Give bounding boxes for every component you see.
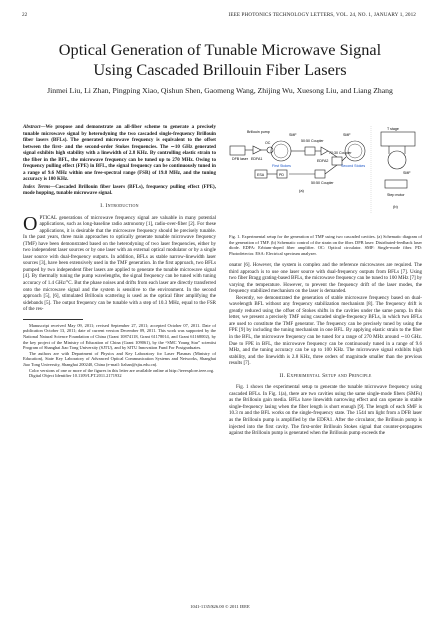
coupler-a-box [305,147,315,155]
coupler-a-label: 50:50 Coupler [301,139,324,143]
figure-1 [229,124,422,230]
step-motor-box [385,180,407,188]
intro-paragraph-1 [23,212,216,313]
edfa1-amplifier-icon [253,146,261,154]
running-head [0,12,440,22]
footnote-divider [23,319,83,320]
copyright-line: 1041-1135/$26.00 © 2011 IEEE [190,604,250,609]
pump-label: Brillouin pump [247,130,270,134]
esa-label: ESA [257,173,265,177]
index-terms-text: —Cascaded Brillouin fiber lasers (BFLs), frequency pulling effect (FPE), mode hopping, tunable microwave signal. [23,183,216,197]
first-stokes-label: First Stokes [272,164,291,168]
index-terms-lead: Index Terms [23,183,51,190]
journal-citation: IEEE PHOTONICS TECHNOLOGY LETTERS, VOL. 24, NO. 1, JANUARY 1, 2012 [228,12,416,18]
author-list: Jinmei Liu, Li Zhan, Pingping Xiao, Qishun Shen, Gaomeng Wang, Zhijing Wu, Xuesong Liu, and Liang Zhang [47,86,393,95]
left-column [23,124,216,379]
right-column [229,124,422,437]
drop-cap: O [23,212,38,235]
footnote-color: Color versions of one or more of the figures in this letter are available online at http://ieeexplore.ieee.org. [29,367,215,373]
sub-b-label: (b) [393,204,398,209]
footnote-affiliation: The authors are with Department of Physics and Key Laboratory for Laser Plasmas (Ministry of Education), State Key Laboratory of Advanced Optical Communication Systems and Networks, Shanghai Jiao Tong University, Shanghai 200240, China (e-mail: lizhan@sjtu.edu.cn). [23,350,216,367]
abstract-text: —We propose and demonstrate an all-fiber scheme to generate a precisely tunable microwave signal by heterodyning the two cascaded single-frequency Brillouin fiber lasers (BFLs). The generated microwave frequency is equivalent to the offset between the first- and the second-order Stokes frequencies. The ∼10 GHz generated signal exhibits high stability with a linewidth of 2.8 KHz. By controlling elastic strain to the fiber in the BFL, the microwave frequency can be tuned up to 270 MHz. Owing to frequency pulling effect (FPE) in BFL, the signal frequency can be continuously tuned in a range of 9.6 MHz within one free-spectral range (FSR) of 19.8 MHz, and the tuning accuracy is 100 KHz. [23,124,216,183]
smf-c-label: SMF [403,171,411,175]
dfb-label: DFB laser [232,157,248,161]
setup-paragraph-1: Fig. 1 shows the experimental setup to generate the tunable microwave frequency using cascaded BFLs. In Fig. 1(a), there are two cavities using the same single-mode fibers (SMFs) as the Brillouin gain media. BFLs have linewidth narrowing effect and can operate in stable single-frequency lasing when the fiber length is short enough [9]. The length of each SMF is 10.3 m and the BFL works on the single-frequency state. The 1544 nm light from a DFB laser as the Brillouin pump is amplified by the EDFA1. After the circulator, the Brillouin pump is injected into the first cavity. The first-order Brillouin Stokes signal that counter-propagates against the Brillouin pump is generated when the Brillouin pump exceeds the [229,384,422,437]
section-heading-introduction: I. Introduction [100,203,139,210]
setup-diagram [229,124,422,230]
edfa2-label: EDFA2 [317,159,329,163]
section-heading-setup: II. Experimental Setup and Principle [279,372,372,379]
circulator-icon [267,147,273,153]
smf-b-label: SMF [343,133,351,137]
intro-paragraph-2: Recently, we demonstrated the generation of stable microwave frequency based on dual-wavelength BFL without any frequency stabilization mechanism [8]. The frequency drift is greatly reduced using the offset of Stokes shifts in the cavities under the same pump. In this letter, we present a precisely TMF using cascaded single-frequency BFLs, in which two BFLs are used to constitute the TMF generator. The frequency can be precisely tuned by using the FPE [9] by including the tuning mechanism in one BFL. By applying elastic strain to the fiber in the BFL, the microwave frequency can be tuned for a range of 270 MHz around ∼10 GHz. Due to FPE in BFL, the microwave frequency can be continuously tuned in a range of 9.6 MHz, and the tuning accuracy can be up to 100 KHz. The microwave signal exhibits high stability, and the linewidth is 2.8 KHz, three orders of magnitude smaller than the previous results [7]. [229,294,422,367]
title-line-2: Using Cascaded Brillouin Fiber Lasers [93,60,347,79]
index-terms [23,184,216,197]
second-stokes-label: Second Stokes [341,164,366,168]
footnote-doi: Digital Object Identifier 10.1109/LPT.2011.2171932 [29,373,122,379]
paper-title [20,40,420,80]
translation-stage [381,132,415,146]
intro-paragraph-1-text: PTICAL generations of microwave frequency signal are valuable in many potential applications, such as long-baseline radio astronomy [1], radio-over-fiber [2]. For these applications, it is desirable that the microwave frequency should be precisely tunable. In the past years, three main approaches to optically generate tunable microwave frequency (TMF) have been demonstrated based on the heterodyning of two laser frequencies, either by two independent laser sources or by one laser with an external optical modulator or by a single laser source with dual-frequency outputs. In addition, BFLs as stable narrow-linewidth laser sources [3], have been extensively used in the TMF generation. In the first approach, two BFLs pumped by two independent fiber lasers are applied to generate the tunable microwave signal [4]. By thermally tuning the pump wavelengths, the signal frequency can be tuned with tuning accuracy of 1.4 GHz/°C. But the phase noises and drifts from each laser are directly transferred onto the microwave signal and the system is sensitive to the environment. In the second approach [5], [6], stimulated Brillouin scattering is used as the optical filter amplifying the sidebands [5]. The output frequency can be tunable with a step of 10.3 MHz, equal to the FSR of the res- [23,214,216,313]
edfa2-amplifier-icon [321,147,328,155]
abstract-lead: Abstract [23,124,41,130]
edfa1-label: EDFA1 [251,157,263,161]
intro-paragraph-1-continued: onator [6]. However, the system is complex and the reference microwaves are required. The third approach is to use one laser source with dual-frequency outputs from BFLs [7]. Using two fiber Bragg grating-based BFLs, the microwave frequency can be tuned to 100 MHz [7] by varying the temperature. However, to prevent the frequency drift of the laser modes, the frequency stabilized mechanism on the laser is demanded. [229,262,422,295]
coupler-c-label: 50:50 Coupler [311,181,334,185]
oc-label: OC [265,141,271,145]
figure-1-caption: Fig. 1. Experimental setup for the generation of TMF using two cascaded cavities. (a) Schematic diagram of the generation of TMF. (b) Schematic control of the strain on the fiber. DFB laser: Distributed-feedback laser diode. EDFA: Erbium-doped fiber amplifier. OC: Optical circulator. SMF: Single-mode fiber. PD: Photodetector. ESA: Electrical spectrum analyzer. [229,234,422,256]
sub-a-label: (a) [299,188,304,193]
title-line-1: Optical Generation of Tunable Microwave Signal [58,40,382,59]
stage-label: T stage [387,127,399,131]
footnotes [23,323,216,379]
step-label: Step motor [387,193,405,197]
dfb-laser-box [230,146,245,155]
pd-label: PD [279,173,284,177]
coupler-c-box [315,170,325,178]
footnote-manuscript: Manuscript received May 09, 2011; revised September 27, 2011; accepted October 07, 2011. Date of publication October 13, 2011; date of current version December 09, 2011. This work was supported by the National Natural Science Foundation of China (Grant 10874118, Grant 61178014, and Grant 61168002), by the key project of the Ministry of Education of China (Grant 109061), by the “SMC Young Star” scientist Program of Shanghai Jiao Tong University (SJTU), and by SJTU Innovation Fund For Postgraduates. [23,322,216,351]
page-number: 22 [22,12,28,18]
strained-smf-coil [388,151,406,169]
smf-a-label: SMF [289,133,297,137]
abstract [23,124,216,183]
coupler-b-label: 70:30 Coupler [329,151,352,155]
